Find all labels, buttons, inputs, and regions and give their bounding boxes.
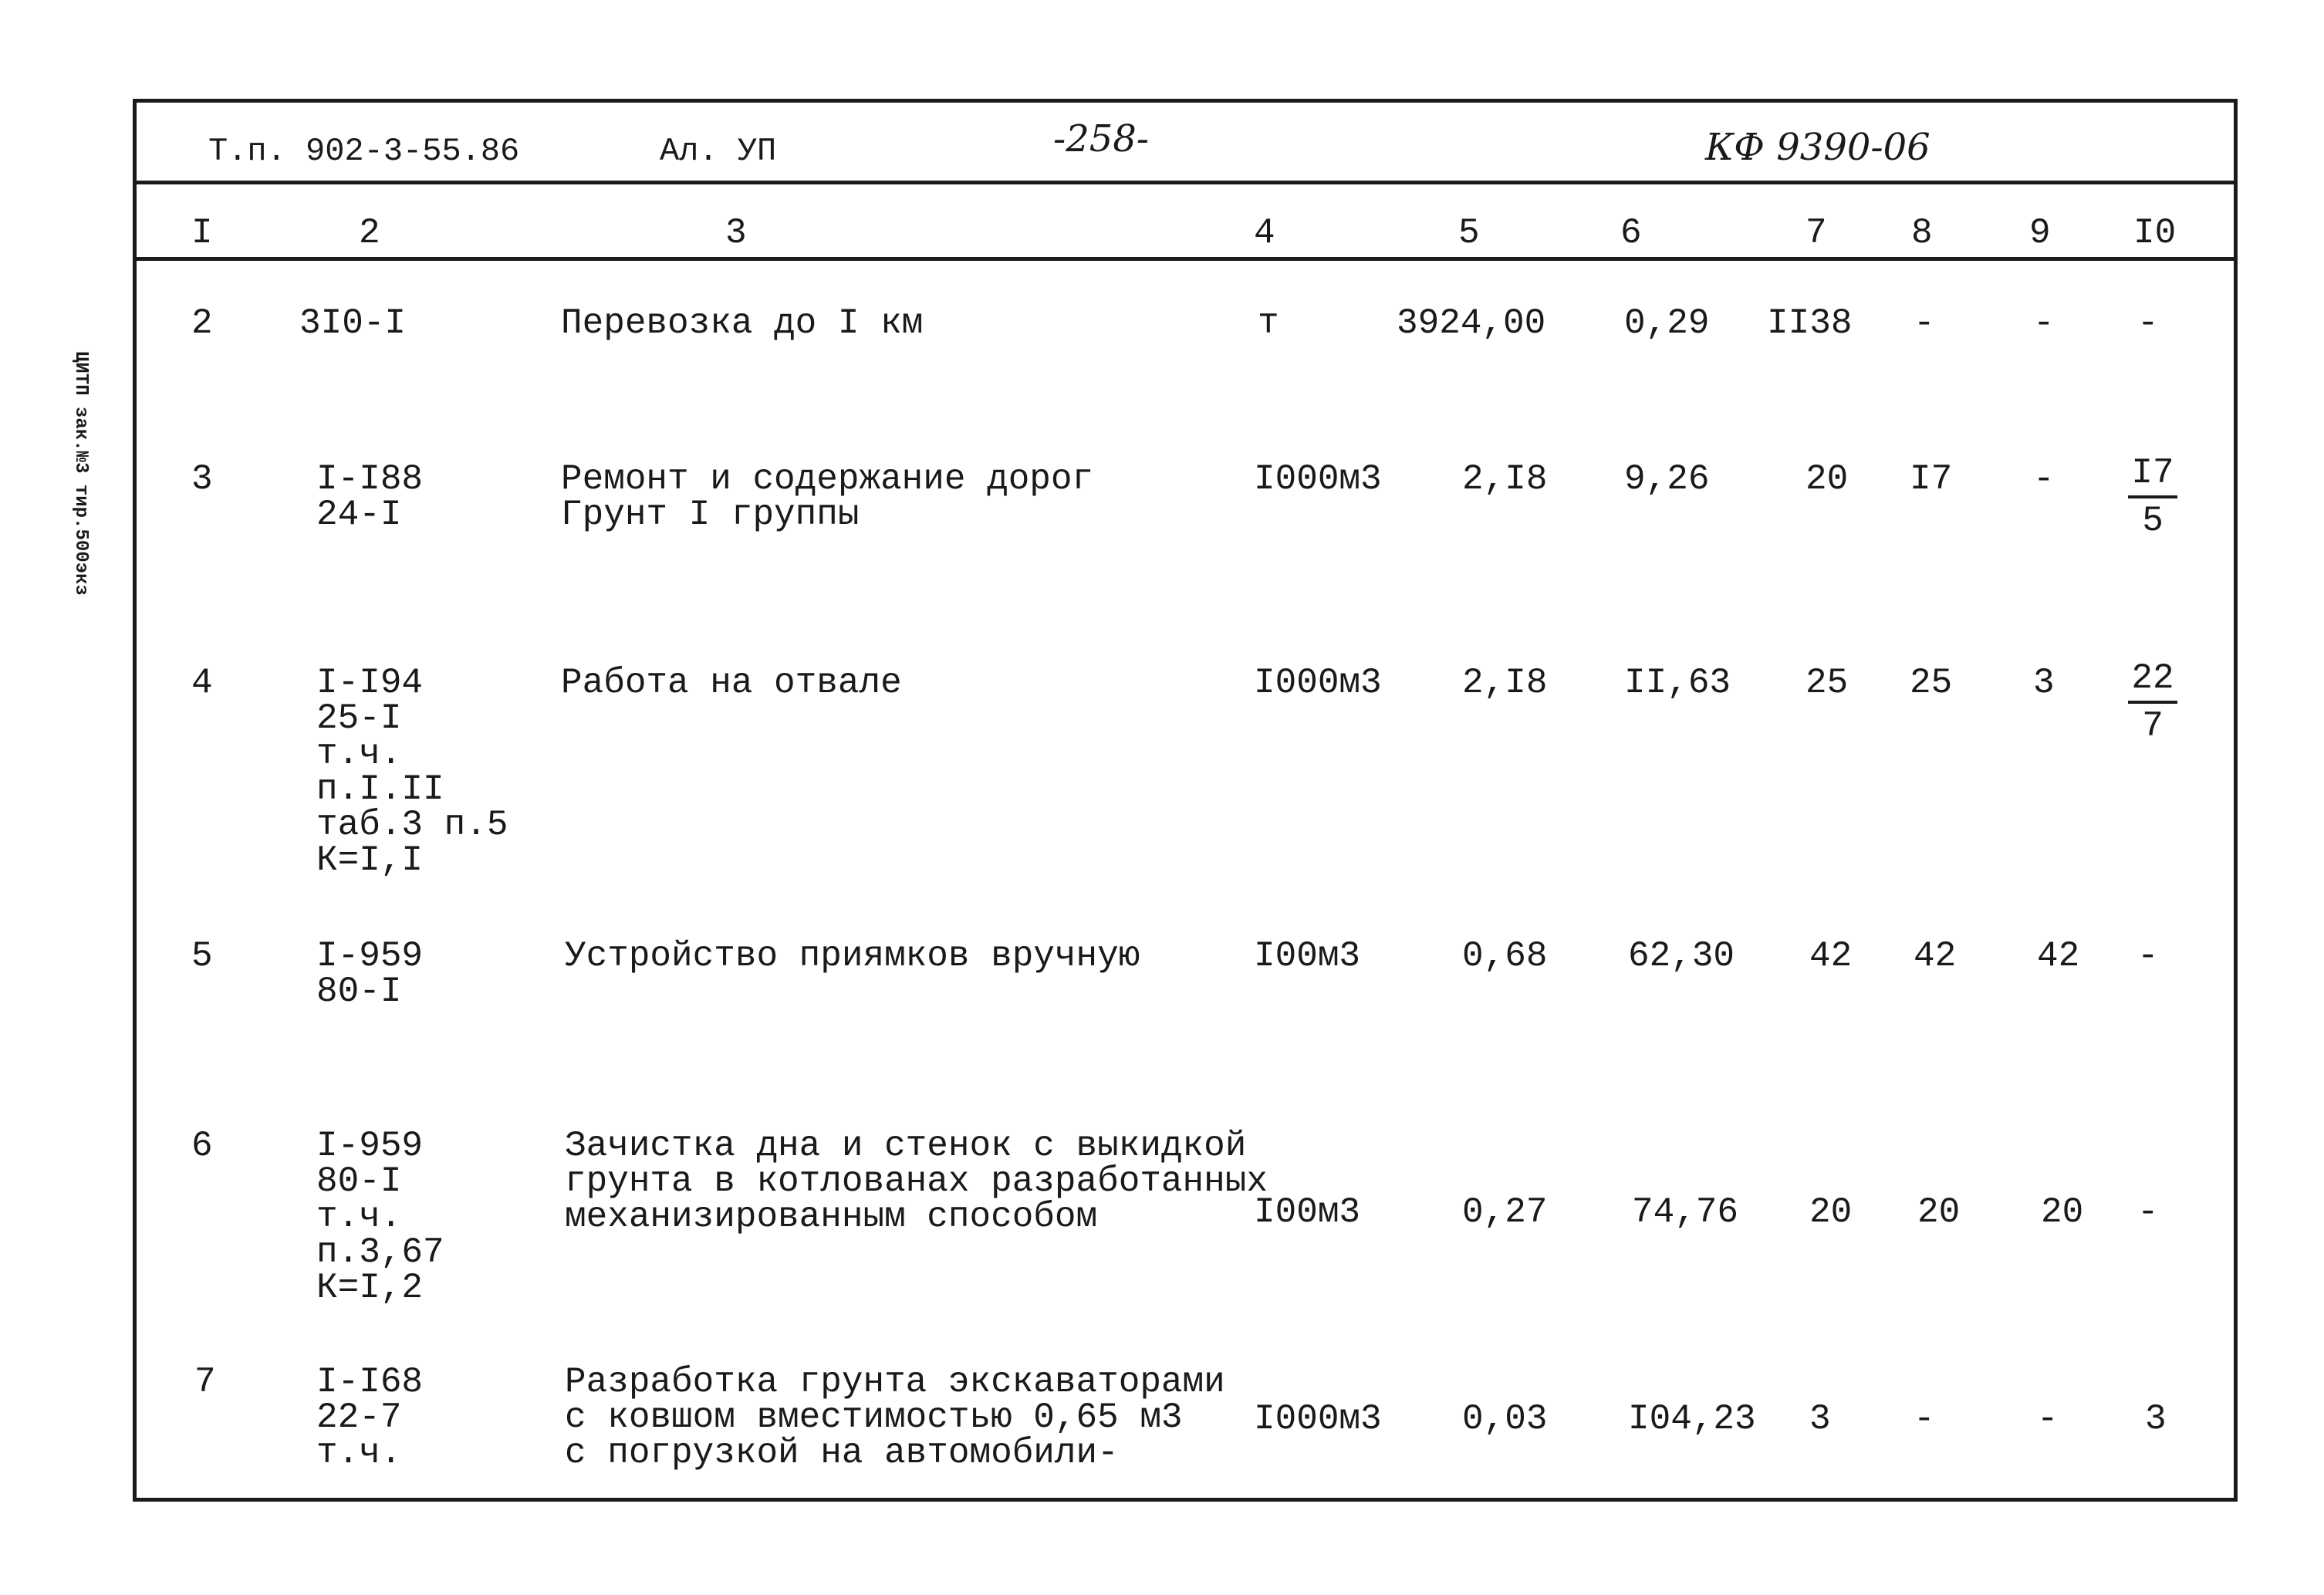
work-description: Работа на отвале (561, 663, 902, 703)
col7-value: 3 (1809, 1399, 1831, 1439)
rate-code: 3I0-I (299, 303, 407, 343)
project-number: Т.п. 902-3-55.86 (208, 133, 520, 170)
col10-value: 3 (2145, 1399, 2167, 1439)
quantity: 2,I8 (1462, 459, 1548, 499)
col7-value: II38 (1767, 303, 1853, 343)
row-number: 7 (194, 1362, 216, 1402)
column-number: 9 (2029, 213, 2051, 253)
unit-rate: II,63 (1624, 663, 1731, 703)
col10-fraction (2128, 656, 2177, 749)
quantity: 0,27 (1462, 1192, 1548, 1232)
unit-rate: 0,29 (1624, 303, 1710, 343)
row-number: 5 (191, 936, 213, 976)
side-stamp: ЦИТП зак.№3 тир.500экз (70, 351, 91, 596)
column-number: 7 (1805, 213, 1827, 253)
col10-value: - (2137, 303, 2159, 343)
col10-value: - (2137, 1192, 2159, 1232)
col8-value: - (1914, 303, 1935, 343)
album-number: Ал. УП (660, 133, 777, 170)
unit: I00м3 (1254, 1192, 1361, 1232)
work-description: Разработка грунта экскаваторами с ковшом вместимостью 0,65 м3 с погрузкой на автомобили- (565, 1362, 1225, 1473)
work-description: Устройство приямков вручную (565, 936, 1140, 976)
unit: I000м3 (1254, 459, 1382, 499)
col10-denominator: 7 (2142, 706, 2164, 746)
row-number: 6 (191, 1126, 213, 1166)
column-number: 8 (1911, 213, 1933, 253)
unit-rate: I04,23 (1628, 1399, 1756, 1439)
quantity: 0,03 (1462, 1399, 1548, 1439)
col9-value: 20 (2041, 1192, 2084, 1232)
col8-value: 42 (1914, 936, 1957, 976)
col9-value: 3 (2033, 663, 2055, 703)
work-description: Зачистка дна и стенок с выкидкой грунта в котлованах разработанных механизированным способом (565, 1126, 1268, 1237)
unit-rate: 74,76 (1632, 1192, 1739, 1232)
quantity: 3924,00 (1397, 303, 1546, 343)
work-description: Перевозка до I км (561, 303, 924, 343)
col10-value: - (2137, 936, 2159, 976)
unit: I00м3 (1254, 936, 1361, 976)
col8-value: 25 (1910, 663, 1953, 703)
col8-value: - (1914, 1399, 1935, 1439)
document-code: КФ 9390-06 (1705, 126, 1930, 169)
quantity: 2,I8 (1462, 663, 1548, 703)
row-number: 3 (191, 459, 213, 499)
col7-value: 25 (1805, 663, 1849, 703)
rate-code: I-I88 24-I (316, 459, 424, 535)
header-divider (133, 181, 2238, 184)
col10-numerator: 22 (2128, 656, 2177, 704)
rate-code: I-959 80-I т.ч. п.3,67 К=I,2 (316, 1126, 444, 1308)
col9-value: 42 (2037, 936, 2080, 976)
col7-value: 20 (1805, 459, 1849, 499)
col10-numerator: I7 (2128, 451, 2177, 498)
unit-rate: 62,30 (1628, 936, 1735, 976)
column-number: 5 (1458, 213, 1480, 253)
column-number: 4 (1254, 213, 1275, 253)
unit-rate: 9,26 (1624, 459, 1710, 499)
column-number: I0 (2133, 213, 2177, 253)
work-description: Ремонт и содержание дорог Грунт I группы (561, 459, 1094, 535)
column-number: I (191, 213, 213, 253)
column-number: 3 (725, 213, 747, 253)
unit: т (1258, 303, 1279, 343)
unit: I000м3 (1254, 1399, 1382, 1439)
col9-value: - (2037, 1399, 2059, 1439)
col9-value: - (2033, 459, 2055, 499)
page-number: -258- (1053, 117, 1150, 161)
col8-value: I7 (1910, 459, 1953, 499)
col7-value: 42 (1809, 936, 1853, 976)
quantity: 0,68 (1462, 936, 1548, 976)
unit: I000м3 (1254, 663, 1382, 703)
col10-fraction (2128, 451, 2177, 543)
row-number: 2 (191, 303, 213, 343)
col8-value: 20 (1917, 1192, 1961, 1232)
rate-code: I-I94 25-I т.ч. п.I.II таб.3 п.5 К=I,I (316, 663, 508, 880)
rate-code: I-I68 22-7 т.ч. (316, 1362, 424, 1473)
rate-code: I-959 80-I (316, 936, 424, 1012)
column-numbers-divider (133, 257, 2238, 261)
column-number: 6 (1620, 213, 1642, 253)
col9-value: - (2033, 303, 2055, 343)
column-number: 2 (359, 213, 380, 253)
row-number: 4 (191, 663, 213, 703)
col7-value: 20 (1809, 1192, 1853, 1232)
col10-denominator: 5 (2142, 501, 2164, 541)
